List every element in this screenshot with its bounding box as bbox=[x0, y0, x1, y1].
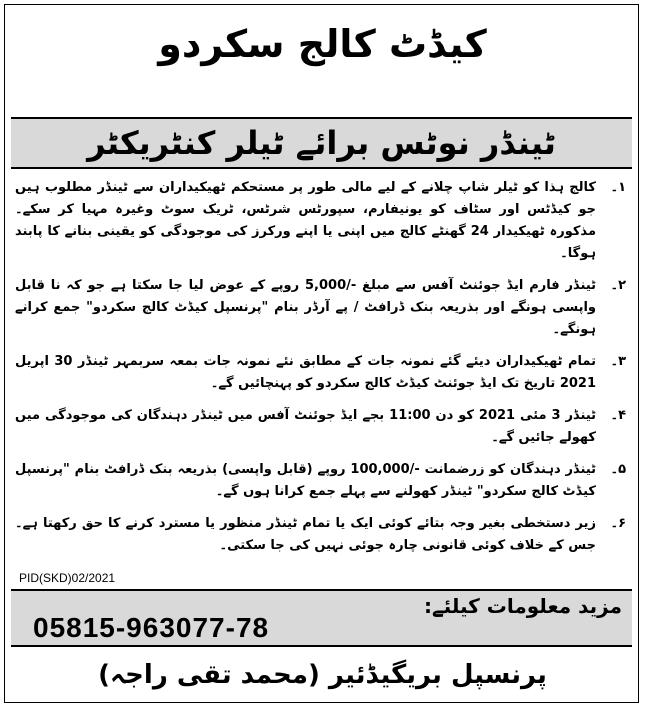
notice-subtitle: ٹینڈر نوٹس برائے ٹیلر کنٹریکٹر bbox=[87, 124, 556, 162]
clause-1 bbox=[15, 177, 630, 265]
clause-number: ۱۔ bbox=[610, 180, 626, 195]
clause-2 bbox=[15, 275, 630, 341]
contact-label: مزید معلومات کیلئے: bbox=[423, 594, 622, 618]
clause-4 bbox=[15, 405, 630, 449]
clause-text: کالج ہذا کو ٹیلر شاپ چلانے کے لیے مالی طور پر مستحکم ٹھیکیداران سے ٹینڈر مطلوب ہیں جو کیڈٹس اور سٹاف کو یونیفارم، سپورٹس شرٹس، ٹریک سوٹ وغیرہ مہیا کر سکے۔ مذکورہ ٹھیکیدار 24 گھنٹے کالج میں اپنی یا اپنے ورکرز کی موجودگی کو یقینی بنانے کا پابند ہوگا۔ bbox=[15, 180, 596, 261]
reference-number: PID(SKD)02/2021 bbox=[19, 571, 116, 585]
clause-text: ٹینڈر 3 مئی 2021 کو دن 11:00 بجے ایڈ جوئنٹ آفس میں ٹینڈر دہندگان کی موجودگی میں کھولے جائیں گے۔ bbox=[15, 408, 597, 445]
clause-number: ۶۔ bbox=[610, 516, 626, 531]
tender-notice bbox=[4, 4, 639, 703]
clause-number: ۴۔ bbox=[610, 408, 626, 423]
clause-6 bbox=[15, 513, 630, 557]
clause-number: ۲۔ bbox=[610, 278, 626, 293]
clause-3 bbox=[15, 351, 630, 395]
clause-text: ٹینڈر دہندگان کو زرضمانت -/100,000 روپے (قابل واپسی) بذریعہ بنک ڈرافٹ بنام "پرنسپل کیڈٹ کالج سکردو" ٹینڈر کھولنے سے پہلے جمع کرانا ہوں گے۔ bbox=[15, 462, 597, 499]
contact-banner bbox=[11, 589, 632, 647]
clause-number: ۵۔ bbox=[610, 462, 626, 477]
clause-list bbox=[15, 177, 630, 567]
clause-number: ۳۔ bbox=[610, 354, 626, 369]
clause-text: ٹینڈر فارم ایڈ جوئنٹ آفس سے مبلغ -/5,000 روپے کے عوض لیا جا سکتا ہے جو کہ نا قابل واپسی ہونگے اور بذریعہ بنک ڈرافٹ / پے آرڈر بنام "پرنسپل کیڈٹ کالج سکردو" جمع کرانے ہونگے۔ bbox=[15, 278, 597, 337]
subtitle-banner bbox=[11, 117, 632, 169]
clause-5 bbox=[15, 459, 630, 503]
clause-text: تمام ٹھیکیداران دیئے گئے نمونہ جات کے مطابق نئے نمونہ جات بمعہ سربمہر ٹینڈر 30 اپریل 2021 تاریخ تک ایڈ جوئنٹ کیڈٹ کالج سکردو کو پہنچائیں گے۔ bbox=[15, 354, 596, 391]
page-title: کیڈٹ کالج سکردو bbox=[158, 22, 487, 66]
signatory: پرنسپل بریگیڈئیر (محمد تقی راجہ) bbox=[98, 660, 547, 690]
clause-text: زیر دستخطی بغیر وجہ بتائے کوئی ایک یا تمام ٹینڈر منظور یا مسترد کرنے کا حق رکھتا ہے۔ جس کے خلاف کوئی قانونی چارہ جوئی نہیں کی جا سکتی۔ bbox=[15, 516, 596, 553]
contact-phone: 05815-963077-78 bbox=[33, 612, 270, 643]
